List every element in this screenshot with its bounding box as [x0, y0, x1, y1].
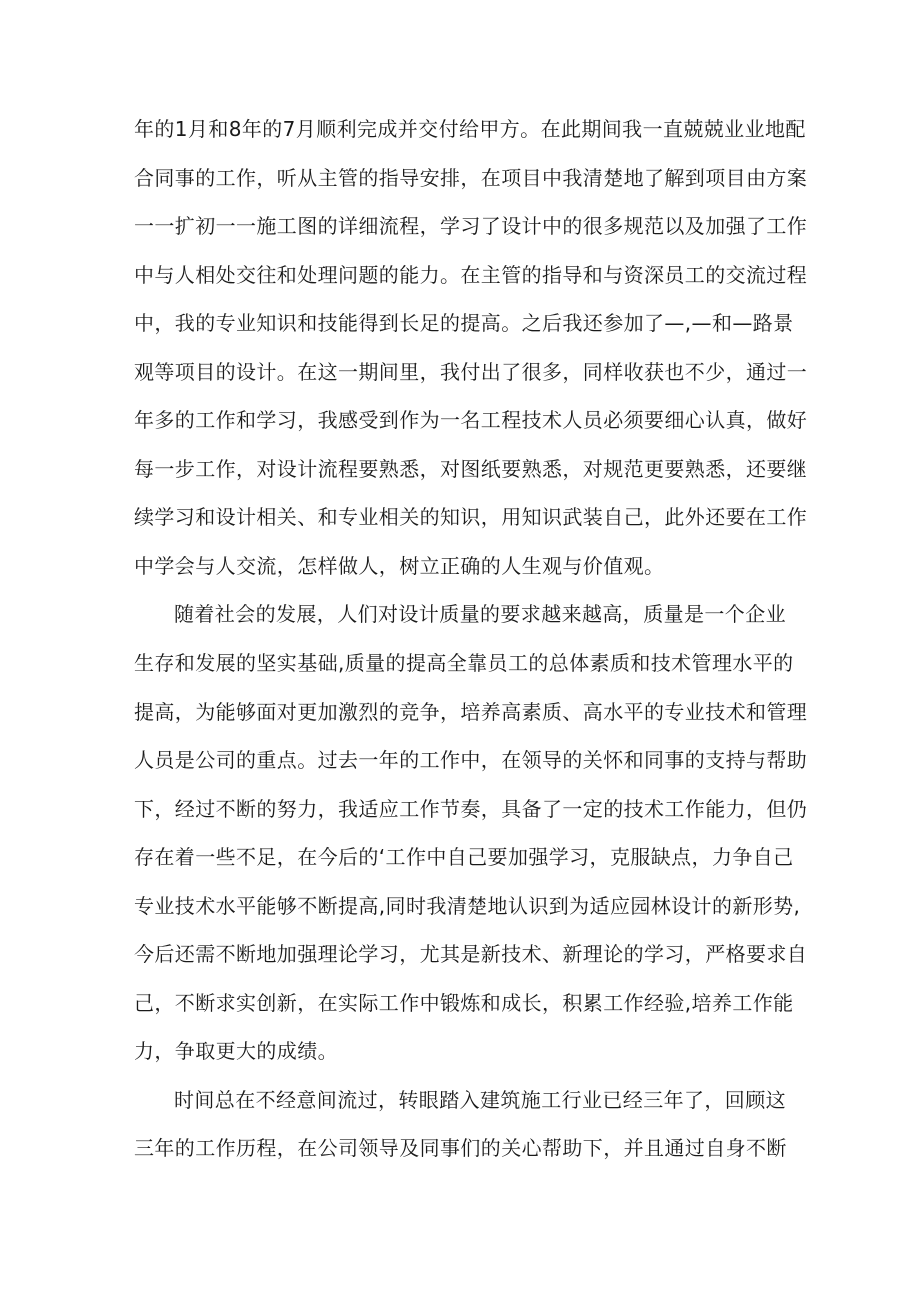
text-line: 今后还需不断地加强理论学习，尤其是新技术、新理论的学习，严格要求自 — [134, 942, 808, 967]
text-line: 力，争取更大的成绩。 — [134, 1039, 338, 1064]
text-line: 中与人相处交往和处理问题的能力。在主管的指导和与资深员工的交流过程 — [134, 262, 808, 287]
text-line: 存在着一些不足，在今后的‘工作中自己要加强学习，克服缺点，力争自己 — [134, 845, 794, 870]
paragraph-1 — [134, 113, 808, 598]
text-line: 年的1月和8年的7月顺利完成并交付给甲方。在此期间我一直兢兢业业地配 — [134, 117, 806, 141]
text-line: 年多的工作和学习，我感受到作为一名工程技术人员必须要细心认真，做好 — [134, 408, 808, 433]
text-line: 专业技术水平能够不断提高,同时我清楚地认识到为适应园林设计的新形势, — [134, 893, 801, 918]
text-line: 人员是公司的重点。过去一年的工作中，在领导的关怀和同事的支持与帮助 — [134, 748, 808, 773]
text-line: 每一步工作，对设计流程要熟悉，对图纸要熟悉，对规范更要熟悉，还要继 — [134, 456, 808, 481]
text-line: 续学习和设计相关、和专业相关的知识，用知识武装自己，此外还要在工作 — [134, 505, 808, 530]
document-body — [134, 113, 808, 1181]
paragraph-2 — [134, 598, 808, 1083]
text-line: 观等项目的设计。在这一期间里，我付出了很多，同样收获也不少，通过一 — [134, 359, 808, 384]
text-line: 己，不断求实创新，在实际工作中锻炼和成长，积累工作经验,培养工作能 — [134, 990, 794, 1015]
text-line: 三年的工作历程，在公司领导及同事们的关心帮助下，并且通过自身不断 — [134, 1136, 787, 1161]
text-line: 一一扩初一一施工图的详细流程，学习了设计中的很多规范以及加强了工作 — [134, 214, 808, 239]
text-line: 中学会与人交流，怎样做人，树立正确的人生观与价值观。 — [134, 553, 665, 578]
text-line: 提高，为能够面对更加激烈的竞争，培养高素质、高水平的专业技术和管理 — [134, 699, 808, 724]
text-line: 中，我的专业知识和技能得到长足的提高。之后我还参加了—,—和—路景 — [134, 311, 794, 336]
text-line: 时间总在不经意间流过，转眼踏入建筑施工行业已经三年了，回顾这 — [174, 1087, 786, 1112]
text-line: 随着社会的发展，人们对设计质量的要求越来越高，质量是一个企业 — [174, 602, 786, 627]
text-line: 下，经过不断的努力，我适应工作节奏，具备了一定的技术工作能力，但仍 — [134, 796, 808, 821]
paragraph-3 — [134, 1084, 794, 1181]
text-line: 合同事的工作，听从主管的指导安排，在项目中我清楚地了解到项目由方案 — [134, 165, 808, 190]
text-line: 生存和发展的坚实基础,质量的提高全靠员工的总体素质和技术管理水平的 — [134, 651, 794, 676]
